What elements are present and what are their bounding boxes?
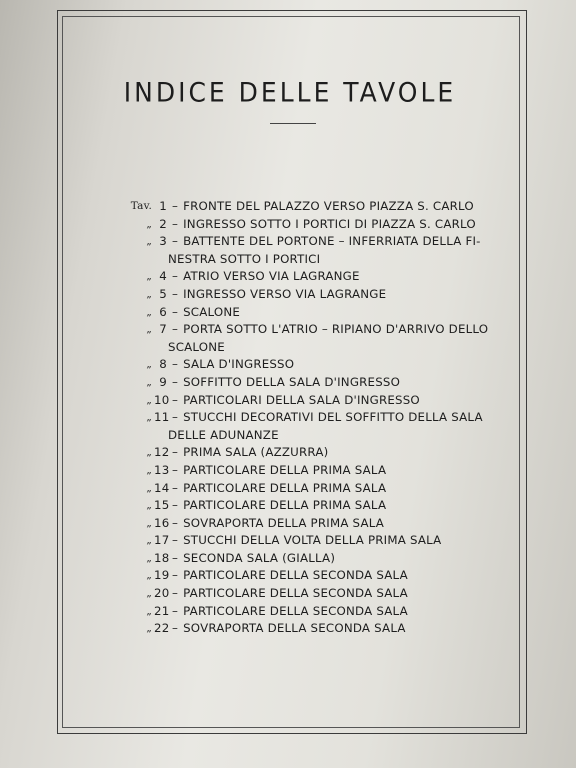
plate-title: INGRESSO SOTTO I PORTICI DI PIAZZA S. CARLO	[183, 216, 476, 231]
ditto-mark: „	[146, 499, 152, 512]
plate-title: PARTICOLARE DELLA SECONDA SALA	[183, 586, 408, 601]
plate-number: 19	[154, 568, 170, 583]
entry-dash: –	[172, 410, 179, 425]
plate-title-continuation: NESTRA SOTTO I PORTICI	[168, 251, 321, 266]
list-item	[112, 356, 472, 374]
plate-title-continuation: DELLE ADUNANZE	[168, 427, 279, 442]
list-item	[112, 550, 472, 568]
list-item	[112, 409, 483, 444]
entry-dash: –	[172, 392, 179, 407]
plate-number: 11	[154, 410, 170, 425]
list-item	[112, 532, 472, 550]
ditto-mark: „	[146, 375, 152, 388]
entry-dash: –	[172, 568, 179, 583]
entry-dash: –	[172, 603, 179, 618]
ditto-mark: „	[146, 604, 152, 617]
entry-dash: –	[172, 480, 179, 495]
plate-number: 16	[154, 515, 170, 530]
plate-number: 3	[159, 234, 167, 249]
entry-dash: –	[172, 234, 179, 249]
list-item	[112, 567, 472, 585]
plate-number: 4	[159, 269, 167, 284]
plate-title: PARTICOLARE DELLA PRIMA SALA	[183, 480, 387, 495]
plate-number: 5	[159, 286, 167, 301]
plate-number: 17	[154, 533, 170, 548]
ditto-mark: „	[146, 287, 152, 300]
ditto-mark: „	[146, 323, 152, 336]
ditto-mark: „	[146, 551, 152, 564]
plate-title: FRONTE DEL PALAZZO VERSO PIAZZA S. CARLO	[183, 199, 474, 213]
entry-dash: –	[172, 269, 179, 284]
plate-title: ATRIO VERSO VIA LAGRANGE	[183, 269, 360, 284]
ditto-mark: „	[146, 463, 152, 476]
entry-dash: –	[172, 445, 179, 460]
plate-title: PRIMA SALA (AZZURRA)	[183, 445, 329, 460]
title-underline	[270, 123, 316, 124]
ditto-mark: „	[146, 481, 152, 494]
ditto-mark: „	[146, 516, 152, 529]
plate-title: PORTA SOTTO L'ATRIO – RIPIANO D'ARRIVO DELLO	[183, 322, 489, 337]
plate-title: SOVRAPORTA DELLA PRIMA SALA	[183, 515, 385, 530]
entry-dash: –	[172, 304, 179, 319]
plate-title: SALA D'INGRESSO	[183, 357, 295, 372]
plate-title: PARTICOLARE DELLA PRIMA SALA	[183, 462, 387, 477]
plate-number: 6	[159, 304, 167, 319]
plate-title: STUCCHI DELLA VOLTA DELLA PRIMA SALA	[183, 533, 442, 548]
ditto-mark: „	[146, 569, 152, 582]
plate-title: SECONDA SALA (GIALLA)	[183, 550, 336, 565]
plate-title: PARTICOLARE DELLA SECONDA SALA	[183, 568, 408, 583]
entry-dash: –	[172, 216, 179, 231]
plate-title: STUCCHI DECORATIVI DEL SOFFITTO DELLA SALA	[183, 410, 483, 425]
plate-title: SOVRAPORTA DELLA SECONDA SALA	[183, 621, 406, 636]
plate-title: PARTICOLARE DELLA PRIMA SALA	[183, 498, 387, 513]
entry-dash: –	[172, 533, 179, 548]
plate-number: 10	[154, 392, 170, 407]
ditto-mark: „	[146, 217, 152, 230]
list-item	[112, 233, 481, 268]
list-item	[112, 321, 489, 356]
plate-title: PARTICOLARE DELLA SECONDA SALA	[183, 603, 408, 618]
ditto-mark: „	[146, 622, 152, 635]
ditto-mark: „	[146, 270, 152, 283]
plate-number: 15	[154, 498, 170, 513]
entry-dash: –	[172, 322, 179, 337]
plate-prefix: Tav.	[130, 200, 152, 212]
list-item	[112, 304, 472, 322]
entry-dash: –	[172, 462, 179, 477]
plate-number: 14	[154, 480, 170, 495]
list-item	[112, 480, 472, 498]
plate-title: SOFFITTO DELLA SALA D'INGRESSO	[183, 374, 401, 389]
plate-number: 21	[154, 603, 170, 618]
plate-number: 7	[159, 322, 167, 337]
ditto-mark: „	[146, 358, 152, 371]
list-item	[112, 286, 472, 304]
list-item	[112, 198, 472, 216]
ditto-mark: „	[146, 587, 152, 600]
plate-number: 2	[159, 216, 167, 231]
list-item	[112, 216, 476, 234]
list-item	[112, 268, 472, 286]
entry-dash: –	[172, 357, 179, 372]
list-item	[112, 515, 472, 533]
entry-dash: –	[172, 498, 179, 513]
plate-number: 20	[154, 586, 170, 601]
plate-number: 9	[159, 374, 167, 389]
plate-number: 13	[154, 462, 170, 477]
plate-number: 22	[154, 621, 170, 636]
plate-title: INGRESSO VERSO VIA LAGRANGE	[183, 286, 387, 301]
plate-title: PARTICOLARI DELLA SALA D'INGRESSO	[183, 392, 420, 407]
entry-dash: –	[172, 515, 179, 530]
list-item	[112, 585, 472, 603]
page-title: INDICE DELLE TAVOLE	[123, 77, 457, 108]
ditto-mark: „	[146, 411, 152, 424]
plate-title: BATTENTE DEL PORTONE – INFERRIATA DELLA FI-	[183, 234, 481, 249]
ditto-mark: „	[146, 305, 152, 318]
entry-dash: –	[172, 586, 179, 601]
entry-dash: –	[172, 374, 179, 389]
plate-title: SCALONE	[183, 304, 241, 319]
list-item	[112, 497, 472, 515]
ditto-mark: „	[146, 446, 152, 459]
plate-title-continuation: SCALONE	[168, 339, 225, 354]
list-item	[112, 603, 472, 621]
list-item	[112, 392, 472, 410]
plate-number: 12	[154, 445, 170, 460]
plate-number: 18	[154, 550, 170, 565]
plate-number: 1	[159, 199, 167, 213]
list-item	[112, 374, 472, 392]
table-of-plates	[112, 198, 489, 638]
entry-dash: –	[172, 199, 179, 213]
entry-dash: –	[172, 286, 179, 301]
ditto-mark: „	[146, 393, 152, 406]
list-item	[112, 444, 472, 462]
list-item	[112, 620, 472, 638]
ditto-mark: „	[146, 534, 152, 547]
ditto-mark: „	[146, 235, 152, 248]
entry-dash: –	[172, 550, 179, 565]
entry-dash: –	[172, 621, 179, 636]
plate-number: 8	[159, 357, 167, 372]
list-item	[112, 462, 472, 480]
